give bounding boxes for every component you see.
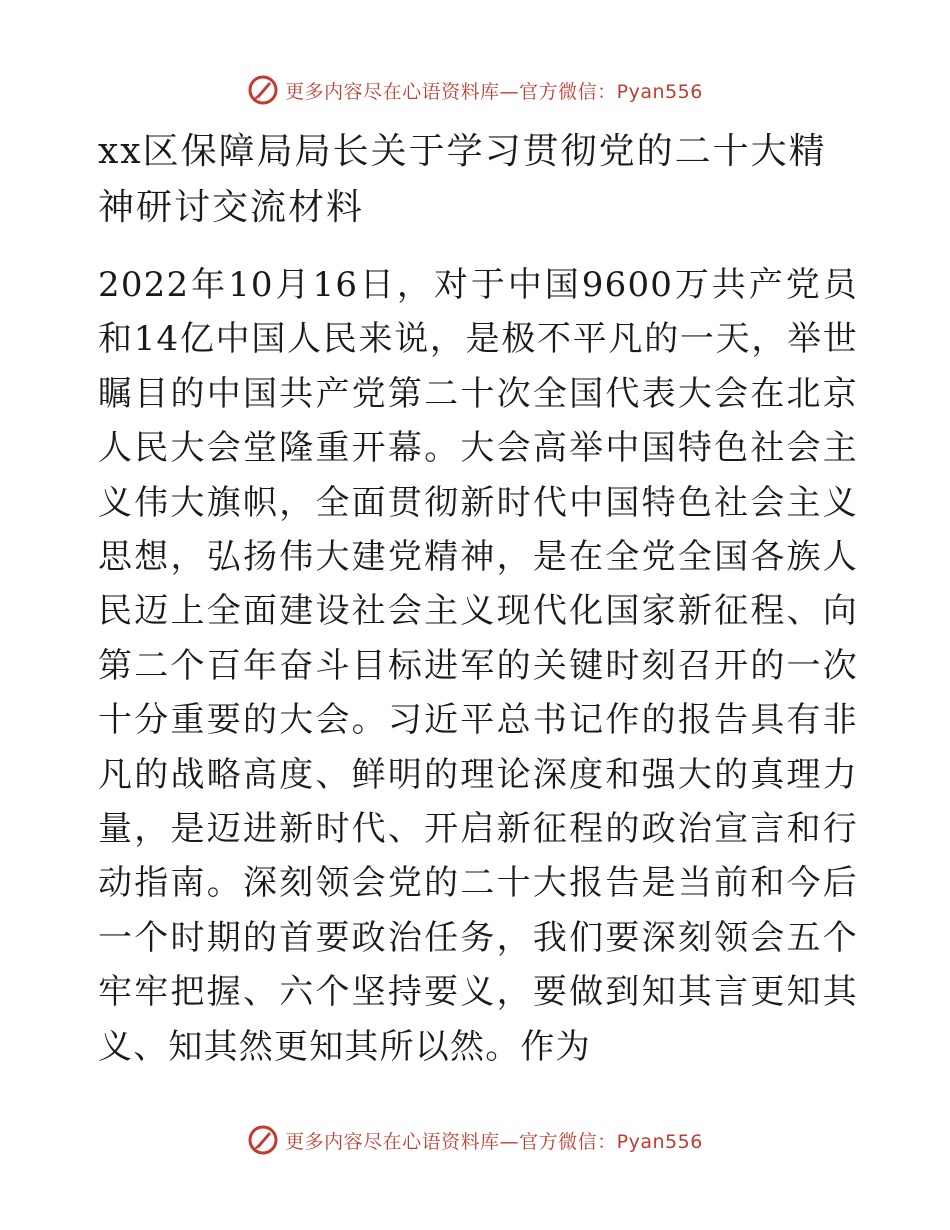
document-body-paragraph: 2022年10月16日，对于中国9600万共产党员和14亿中国人民来说，是极不平凡的一天，举世瞩目的中国共产党第二十次全国代表大会在北京人民大会堂隆重开幕。大会高举中国特色社会主义伟大旗帜，全面贯彻新时代中国特色社会主义思想，弘扬伟大建党精神，是在全党全国各族人民迈上全面建设社会主义现代化国家新征程、向第二个百年奋斗目标进军的关键时刻召开的一次十分重要的大会。习近平总书记作的报告具有非凡的战略高度、鲜明的理论深度和强大的真理力量，是迈进新时代、开启新征程的政治宣言和行动指南。深刻领会党的二十大报告是当前和今后一个时期的首要政治任务，我们要深刻领会五个牢牢把握、六个坚持要义，要做到知其言更知其义、知其然更知其所以然。作为 [98, 265, 858, 1067]
footer-watermark [0, 1122, 950, 1158]
footer-watermark-text: 更多内容尽在心语资料库—官方微信：Pyan556 [285, 1130, 703, 1153]
feather-pen-logo-icon [247, 1124, 279, 1156]
document-title: xx区保障局局长关于学习贯彻党的二十大精神研讨交流材料 [98, 131, 827, 228]
feather-pen-logo-icon [247, 74, 279, 106]
header-watermark-text: 更多内容尽在心语资料库—官方微信：Pyan556 [285, 80, 703, 103]
header-watermark [0, 72, 950, 108]
